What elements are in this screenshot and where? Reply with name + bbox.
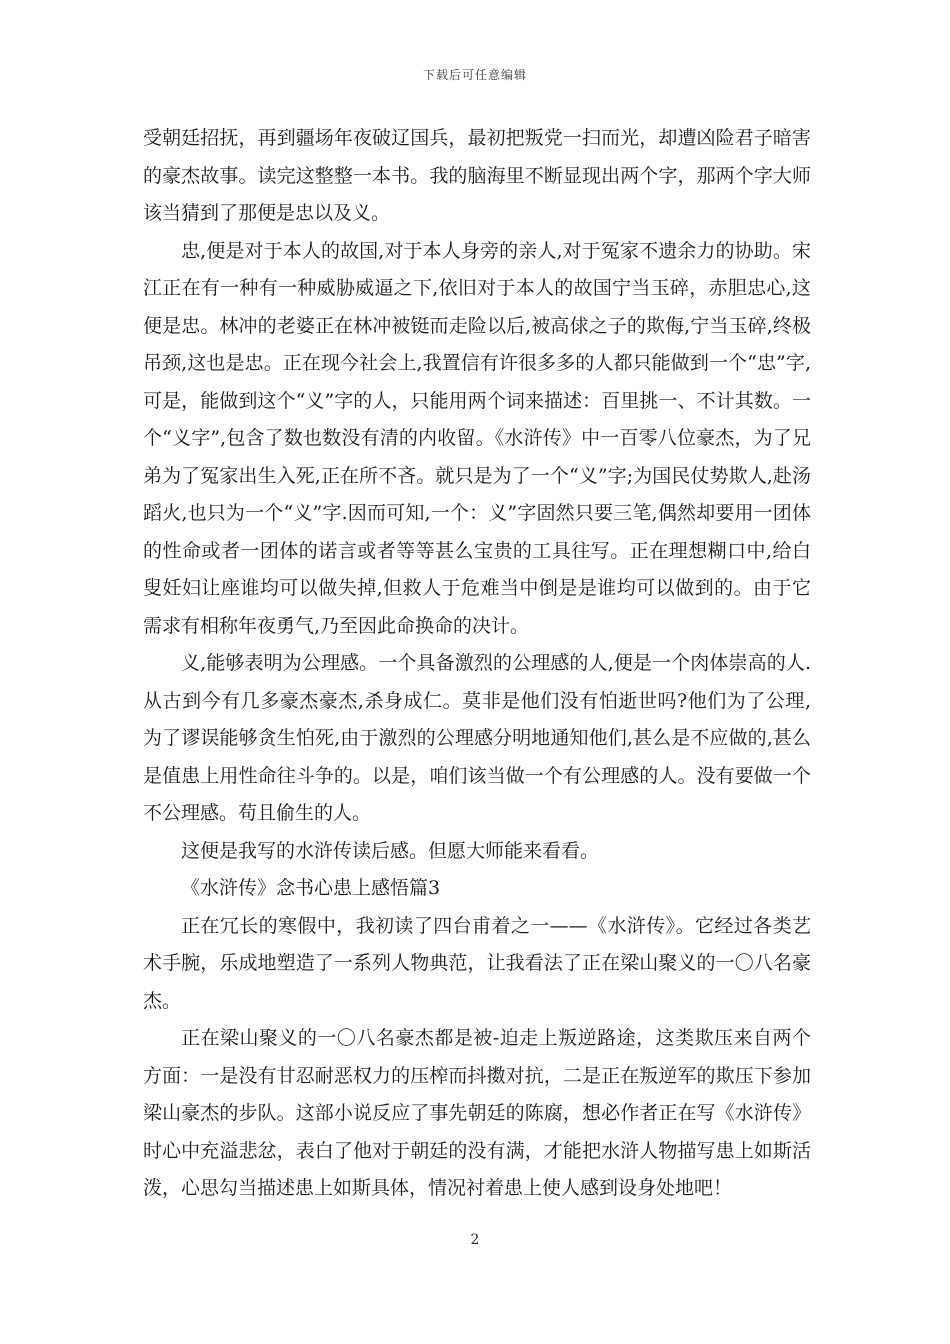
page-number: 2 <box>470 1232 480 1248</box>
paragraph-3: 义,能够表明为公理感。一个具备激烈的公理感的人,便是一个肉体崇高的人.从古到今有几多豪杰豪杰,杀身成仁。莫非是他们没有怕逝世吗?他们为了公理,为了谬误能够贪生怕死,由于激烈的公理感分明地通知他们,甚么是不应做的,甚么是值患上用性命往斗争的。以是，咱们该当做一个有公理感的人。没有要做一个不公理感。苟且偷生的人。 <box>143 652 811 824</box>
paragraph-4: 这便是我写的水浒传读后感。但愿大师能来看看。 <box>181 839 600 862</box>
paragraph-1: 受朝廷招抚，再到疆场年夜破辽国兵，最初把叛党一扫而光，却遭凶险君子暗害的豪杰故事。读完这整整一本书。我的脑海里不断显现出两个字，那两个字大师该当猜到了那便是忠以及义。 <box>143 127 811 224</box>
paragraph-6: 正在梁山聚义的一〇八名豪杰都是被-迫走上叛逆路途，这类欺压来自两个方面：一是没有甘忍耐恶权力的压榨而抖擞对抗，二是正在叛逆军的欺压下参加梁山豪杰的步队。这部小说反应了事先朝廷的陈腐，想必作者正在写《水浒传》时心中充溢悲忿，表白了他对于朝廷的没有满，才能把水浒人物描写患上如斯活泼，心思勾当描述患上如斯具体，情况衬着患上使人感到设身处地吧！ <box>143 1027 811 1199</box>
page-header: 下载后可任意编辑 <box>422 68 527 82</box>
paragraph-2: 忠,便是对于本人的故国,对于本人身旁的亲人,对于冤家不遗余力的协助。宋江正在有一种有一种威胁威逼之下,依旧对于本人的故国宁当玉碎，赤胆忠心,这便是忠。林冲的老婆正在林冲被铤而走险以后,被高俅之子的欺侮,宁当玉碎,终极吊颈,这也是忠。正在现今社会上,我置信有许很多多的人都只能做到一个“忠”字,可是，能做到这个“义”字的人，只能用两个词来描述：百里挑一、不计其数。一个“义字”,包含了数也数没有清的内收留。《水浒传》中一百零八位豪杰，为了兄弟为了冤家出生入死,正在所不吝。就只是为了一个“义”字;为国民仗势欺人,赴汤蹈火,也只为一个“义”字.因而可知,一个：义”字固然只要三笔,偶然却要用一团体的性命或者一团体的诺言或者等等甚么宝贵的工具往写。正在理想糊口中,给白叟妊妇让座谁均可以做失掉,但救人于危难当中倒是是谁均可以做到的。由于它需求有相称年夜勇气,乃至因此命换命的决计。 <box>143 239 811 637</box>
section-heading: 《水浒传》念书心患上感悟篇3 <box>181 877 441 899</box>
paragraph-5: 正在冗长的寒假中，我初读了四台甫着之一——《水浒传》。它经过各类艺术手腕，乐成地塑造了一系列人物典范，让我看法了正在梁山聚义的一〇八名豪杰。 <box>143 914 811 1012</box>
document-body <box>143 120 811 1208</box>
